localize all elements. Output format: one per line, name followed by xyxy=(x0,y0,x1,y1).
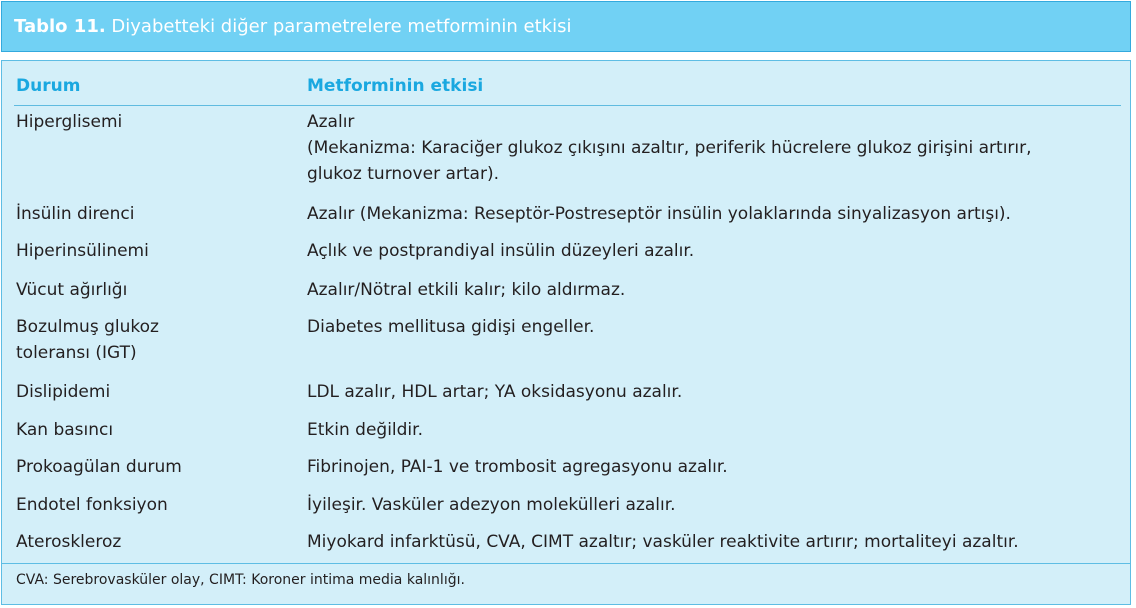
effect-cell: LDL azalır, HDL artar; YA oksidasyonu azalır. xyxy=(307,382,683,402)
table-number: Tablo 11. xyxy=(14,16,106,37)
effect-cell: Diabetes mellitusa gidişi engeller. xyxy=(307,317,595,337)
condition-cell xyxy=(16,314,291,366)
effect-line: Azalır xyxy=(307,112,355,132)
effect-cell: Fibrinojen, PAI-1 ve trombosit agregasyonu azalır. xyxy=(307,457,728,477)
effect-cell: Etkin değildir. xyxy=(307,420,423,440)
data-table xyxy=(1,60,1131,605)
condition-cell: Kan basıncı xyxy=(16,420,114,440)
effect-cell: Miyokard infarktüsü, CVA, CIMT azaltır; vasküler reaktivite artırır; mortaliteyi azaltır. xyxy=(307,532,1019,552)
condition-line: Bozulmuş glukoz xyxy=(16,317,159,337)
table-title: Diyabetteki diğer parametrelere metforminin etkisi xyxy=(111,16,572,37)
condition-cell: Prokoagülan durum xyxy=(16,457,182,477)
column-header-condition: Durum xyxy=(16,76,81,96)
effect-cell xyxy=(307,109,1117,187)
condition-cell: Ateroskleroz xyxy=(16,532,122,552)
condition-cell: Endotel fonksiyon xyxy=(16,495,168,515)
condition-cell: Hiperinsülinemi xyxy=(16,241,149,261)
column-header-effect: Metforminin etkisi xyxy=(307,76,484,96)
effect-cell: İyileşir. Vasküler adezyon molekülleri azalır. xyxy=(307,495,676,515)
table-footnote: CVA: Serebrovasküler olay, CIMT: Koroner intima media kalınlığı. xyxy=(16,572,465,588)
condition-line: toleransı (IGT) xyxy=(16,343,137,363)
condition-cell: Dislipidemi xyxy=(16,382,111,402)
effect-cell: Açlık ve postprandiyal insülin düzeyleri azalır. xyxy=(307,241,695,261)
table-title-bar xyxy=(1,1,1131,52)
effect-line: (Mekanizma: Karaciğer glukoz çıkışını azaltır, periferik hücrelere glukoz girişini artırır, xyxy=(307,138,1032,158)
condition-cell: İnsülin direnci xyxy=(16,204,135,224)
effect-cell: Azalır/Nötral etkili kalır; kilo aldırmaz. xyxy=(307,280,626,300)
condition-cell: Vücut ağırlığı xyxy=(16,280,128,300)
header-divider xyxy=(14,105,1121,106)
condition-cell: Hiperglisemi xyxy=(16,112,123,132)
effect-cell: Azalır (Mekanizma: Reseptör-Postreseptör insülin yolaklarında sinyalizasyon artışı). xyxy=(307,204,1011,224)
effect-line: glukoz turnover artar). xyxy=(307,164,499,184)
footnote-divider xyxy=(2,563,1130,564)
